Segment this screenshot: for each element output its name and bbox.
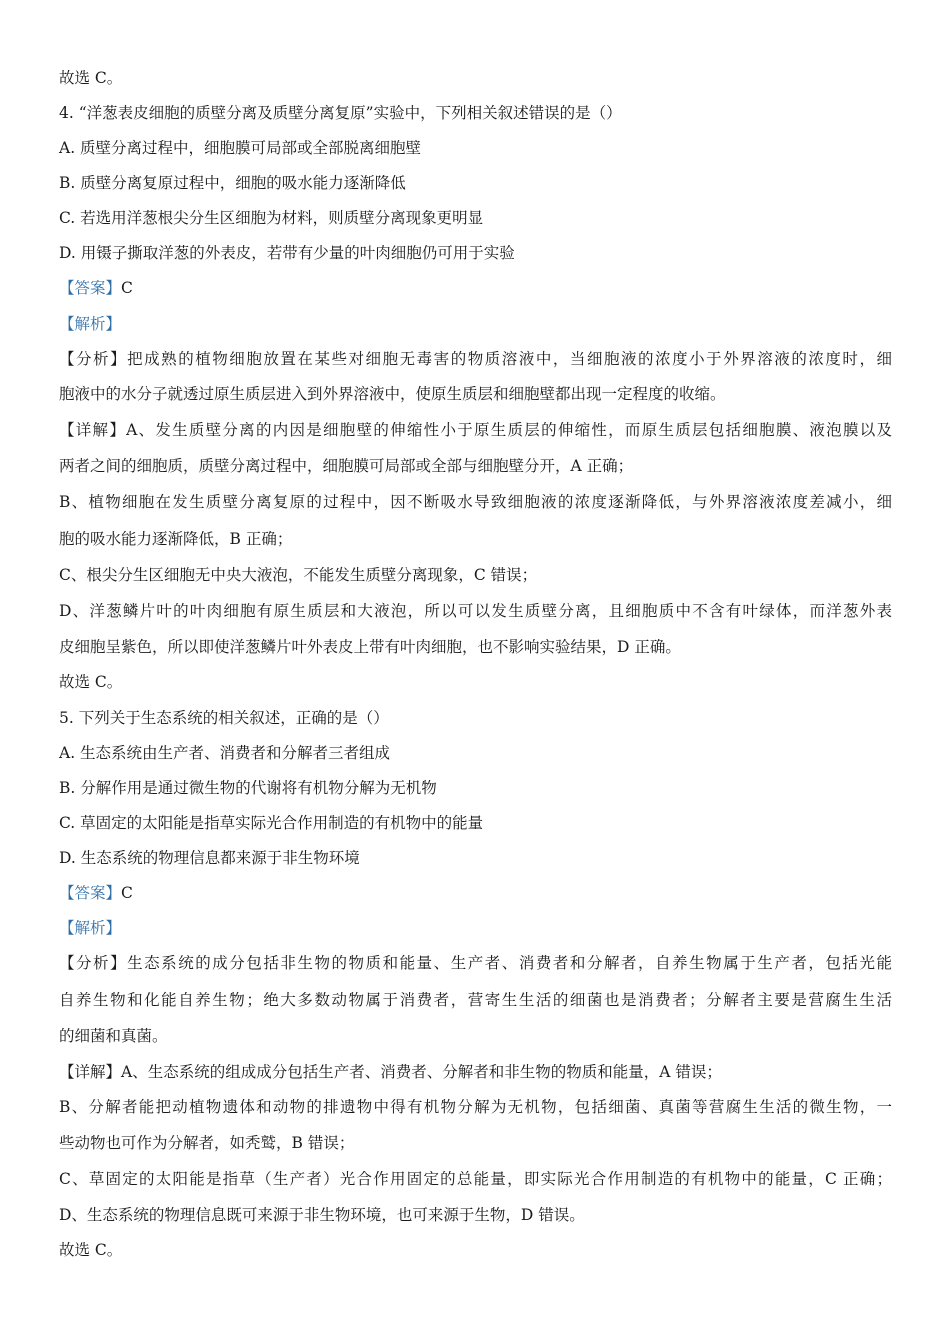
- q5-xiangjie-line-2: B、分解者能把动植物遗体和动物的排遗物中得有机物分解为无机物，包括细菌、真菌等营腐生生活的微生物，一: [59, 1098, 892, 1116]
- q5-option-d: D. 生态系统的物理信息都来源于非生物环境: [59, 849, 360, 867]
- q5-option-a: A. 生态系统由生产者、消费者和分解者三者组成: [59, 744, 391, 762]
- fenxi-tag: 【分析】: [59, 954, 128, 972]
- prev-conclusion: 故选 C。: [59, 69, 123, 87]
- q5-xiangjie-line-5: D、生态系统的物理信息既可来源于非生物环境，也可来源于生物，D 错误。: [59, 1206, 585, 1224]
- q4-xiangjie-line-3: B、植物细胞在发生质壁分离复原的过程中，因不断吸水导致细胞液的浓度逐渐降低，与外界溶液浓度差减小，细: [59, 493, 892, 511]
- q4-option-c: C. 若选用洋葱根尖分生区细胞为材料，则质壁分离现象更明显: [59, 209, 484, 227]
- q4-xiangjie-line-6: D、洋葱鳞片叶的叶肉细胞有原生质层和大液泡，所以可以发生质壁分离，且细胞质中不含有叶绿体，而洋葱外表: [59, 602, 892, 620]
- q5-fenxi-line-3: 的细菌和真菌。: [59, 1027, 168, 1045]
- q4-option-a: A. 质壁分离过程中，细胞膜可局部或全部脱离细胞壁: [59, 139, 422, 157]
- q5-fenxi-line-2: 自养生物和化能自养生物；绝大多数动物属于消费者，营寄生生活的细菌也是消费者；分解者主要是营腐生生活: [59, 991, 892, 1009]
- q4-answer: [59, 276, 133, 298]
- q4-analysis-heading: [59, 312, 121, 334]
- answer-tag: 【答案】: [59, 884, 122, 902]
- q5-analysis-heading: [59, 916, 121, 938]
- q4-fenxi-line-2: 胞液中的水分子就透过原生质层进入到外界溶液中，使原生质层和细胞壁都出现一定程度的收缩。: [59, 385, 726, 403]
- q4-option-d: D. 用镊子撕取洋葱的外表皮，若带有少量的叶肉细胞仍可用于实验: [59, 244, 515, 262]
- analysis-tag: 【解析】: [59, 919, 122, 937]
- q4-xiangjie-line-1: [59, 418, 892, 440]
- xiangjie-tag: 【详解】: [59, 1063, 122, 1081]
- xiangjie-text: A、生态系统的组成成分包括生产者、消费者、分解者和非生物的物质和能量，A 错误；: [121, 1063, 722, 1081]
- answer-value: C: [121, 884, 133, 902]
- q5-conclusion: 故选 C。: [59, 1241, 123, 1259]
- xiangjie-tag: 【详解】: [59, 421, 127, 439]
- xiangjie-text: A、发生质壁分离的内因是细胞壁的伸缩性小于原生质层的伸缩性，而原生质层包括细胞膜、液泡膜以及: [126, 421, 892, 439]
- q5-option-c: C. 草固定的太阳能是指草实际光合作用制造的有机物中的能量: [59, 814, 484, 832]
- q4-xiangjie-line-4: 胞的吸水能力逐渐降低，B 正确；: [59, 530, 293, 548]
- q5-answer: [59, 881, 133, 903]
- q4-option-b: B. 质壁分离复原过程中，细胞的吸水能力逐渐降低: [59, 174, 406, 192]
- q5-stem: 5. 下列关于生态系统的相关叙述，正确的是（）: [59, 709, 389, 727]
- q5-xiangjie-line-1: [59, 1060, 722, 1082]
- answer-tag: 【答案】: [59, 279, 122, 297]
- fenxi-text: 把成熟的植物细胞放置在某些对细胞无毒害的物质溶液中，当细胞液的浓度小于外界溶液的浓度时，细: [127, 350, 892, 368]
- fenxi-text: 生态系统的成分包括非生物的物质和能量、生产者、消费者和分解者，自养生物属于生产者，包括光能: [127, 954, 892, 972]
- q4-xiangjie-line-7: 皮细胞呈紫色，所以即使洋葱鳞片叶外表皮上带有叶肉细胞，也不影响实验结果，D 正确。: [59, 638, 681, 656]
- q5-option-b: B. 分解作用是通过微生物的代谢将有机物分解为无机物: [59, 779, 437, 797]
- q4-conclusion: 故选 C。: [59, 673, 123, 691]
- q4-fenxi-line-1: [59, 347, 892, 369]
- answer-value: C: [121, 279, 133, 297]
- fenxi-tag: 【分析】: [59, 350, 128, 368]
- q5-fenxi-line-1: [59, 951, 892, 973]
- q5-xiangjie-line-3: 些动物也可作为分解者，如秃鹫，B 错误；: [59, 1134, 355, 1152]
- q4-xiangjie-line-5: C、根尖分生区细胞无中央大液泡，不能发生质壁分离现象，C 错误；: [59, 566, 538, 584]
- analysis-tag: 【解析】: [59, 315, 122, 333]
- q4-xiangjie-line-2: 两者之间的细胞质，质壁分离过程中，细胞膜可局部或全部与细胞壁分开，A 正确；: [59, 457, 634, 475]
- q5-xiangjie-line-4: C、草固定的太阳能是指草（生产者）光合作用固定的总能量，即实际光合作用制造的有机物中的能量，C 正确；: [59, 1170, 892, 1188]
- q4-stem: 4. “洋葱表皮细胞的质壁分离及质壁分离复原”实验中，下列相关叙述错误的是（）: [59, 104, 622, 122]
